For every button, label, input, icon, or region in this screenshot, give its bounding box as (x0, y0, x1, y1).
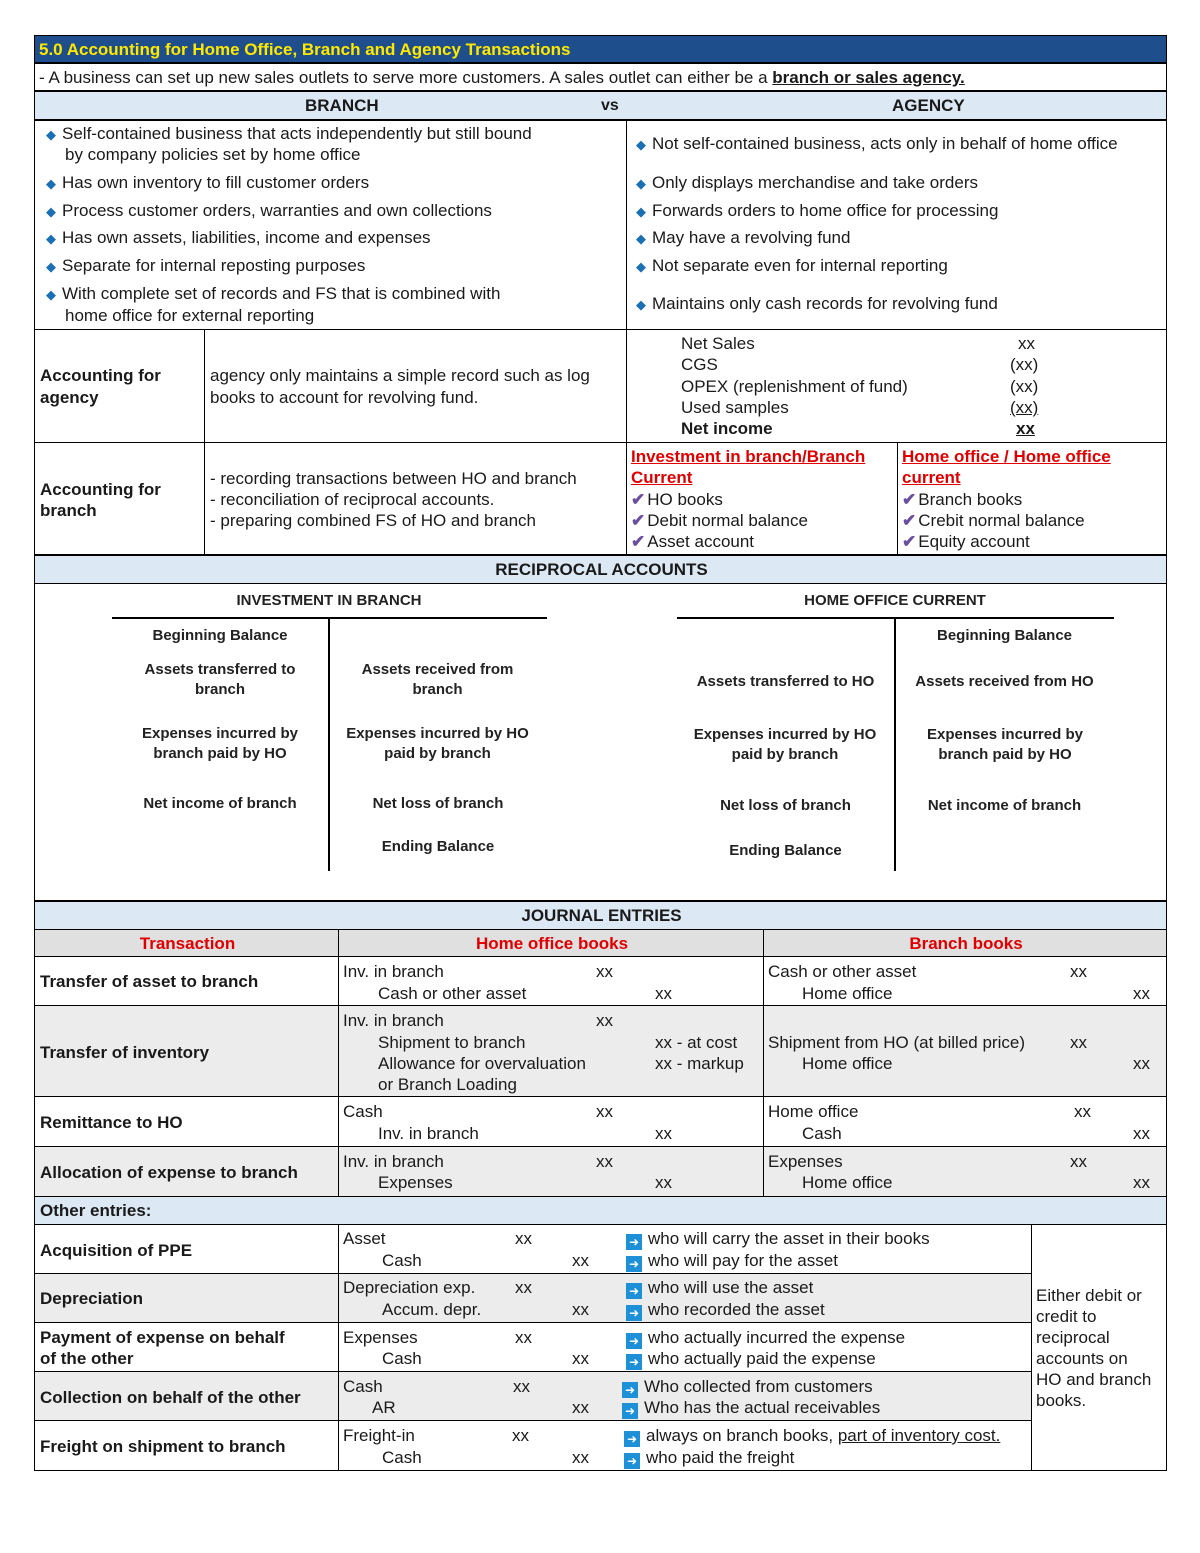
t-debit-item: Assets transferred to branch (144, 661, 296, 698)
transaction-name: Remittance to HO (40, 1113, 183, 1132)
diamond-bullet-icon: ◆ (636, 297, 646, 312)
branch-label-2: branch (40, 501, 97, 520)
agency-desc-2: books to account for revolving fund. (210, 388, 479, 407)
other-entry-name: Collection on behalf of the other (40, 1388, 301, 1407)
debit-account: Freight-in (343, 1426, 415, 1445)
side-note-line: reciprocal (1036, 1328, 1110, 1347)
branch-desc: - preparing combined FS of HO and branch (210, 511, 537, 530)
debit-account: Home office (768, 1102, 859, 1121)
vs-label: vs (601, 97, 619, 114)
net-income-label: Net income (681, 419, 773, 438)
col-header-branch: Branch books (763, 929, 1167, 957)
other-entry-name: Depreciation (40, 1289, 143, 1308)
branch-desc: - reconciliation of reciprocal accounts. (210, 490, 495, 509)
t-account-divider (894, 619, 896, 871)
other-note: ➜ who will use the asset (626, 1277, 813, 1299)
checkmark-icon: ✔ (902, 532, 917, 551)
credit-account: Cash (382, 1448, 422, 1467)
t-account-title-home-office: HOME OFFICE CURRENT (804, 592, 986, 609)
credit-amount: xx - markup (655, 1054, 744, 1073)
intro-row (34, 63, 1167, 91)
t-debit-item: Ending Balance (729, 842, 842, 859)
intro-text: - A business can set up new sales outlets to serve more customers. A sales outlet can either be a (39, 68, 773, 87)
investment-point: ✔ Debit normal balance (631, 511, 808, 530)
t-account-title-investment: INVESTMENT IN BRANCH (236, 592, 422, 609)
debit-amount: xx (515, 1328, 532, 1347)
t-credit-item: Net loss of branch (372, 795, 504, 812)
t-credit-item: Ending Balance (381, 838, 495, 855)
income-label: Net Sales (681, 334, 755, 353)
journal-header-label: JOURNAL ENTRIES (521, 906, 682, 925)
page-title-bar (34, 35, 1167, 63)
credit-amount: xx (655, 984, 672, 1003)
other-note: ➜ always on branch books, part of inventory cost. (624, 1425, 1000, 1447)
right-arrow-icon: ➜ (622, 1403, 638, 1419)
other-note: ➜ who will pay for the asset (626, 1250, 838, 1272)
diamond-bullet-icon: ◆ (46, 231, 56, 246)
other-entry-name: Freight on shipment to branch (40, 1437, 286, 1456)
branch-desc: - recording transactions between HO and branch (210, 469, 577, 488)
diamond-bullet-icon: ◆ (636, 137, 646, 152)
agency-point: ◆ Not self-contained business, acts only in behalf of home office (636, 134, 1118, 153)
other-entry-name: Payment of expense on behalf (40, 1328, 285, 1347)
compare-header (34, 91, 1167, 120)
credit-amount: xx (572, 1349, 589, 1368)
credit-amount: xx (572, 1251, 589, 1270)
branch-header: BRANCH (305, 96, 379, 115)
debit-account: Expenses (768, 1152, 843, 1171)
t-credit-item: Assets received from HO (915, 673, 1094, 690)
branch-point-cont: home office for external reporting (65, 306, 315, 325)
debit-account: Inv. in branch (343, 962, 444, 981)
diamond-bullet-icon: ◆ (46, 287, 56, 302)
branch-point: ◆ Has own assets, liabilities, income and expenses (46, 228, 431, 247)
debit-account: Expenses (343, 1328, 418, 1347)
credit-amount: xx (655, 1124, 672, 1143)
credit-amount: xx - at cost (655, 1033, 738, 1052)
t-credit-item: Expenses incurred by branch paid by HO (927, 726, 1083, 763)
other-note: ➜ who recorded the asset (626, 1299, 825, 1321)
credit-account: Cash or other asset (378, 984, 527, 1003)
branch-label-1: Accounting for (40, 480, 161, 499)
credit-amount: xx (655, 1173, 672, 1192)
investment-point: ✔ Asset account (631, 532, 755, 551)
credit-amount: xx (1133, 984, 1150, 1003)
other-note-underlined: part of inventory cost. (837, 1426, 1001, 1445)
debit-amount: xx (596, 962, 613, 981)
branch-point: ◆ With complete set of records and FS that is combined with (46, 284, 501, 303)
other-note: ➜ who will carry the asset in their books (626, 1228, 930, 1250)
diamond-bullet-icon: ◆ (46, 176, 56, 191)
checkmark-icon: ✔ (631, 511, 646, 530)
credit-account: AR (372, 1398, 396, 1417)
diamond-bullet-icon: ◆ (46, 127, 56, 142)
credit-account: Cash (382, 1251, 422, 1270)
reciprocal-header (34, 555, 1167, 584)
diamond-bullet-icon: ◆ (636, 204, 646, 219)
right-arrow-icon: ➜ (624, 1453, 640, 1469)
agency-label-2: agency (40, 388, 99, 407)
agency-desc-1: agency only maintains a simple record such as log (210, 366, 590, 385)
side-note-line: Either debit or (1036, 1286, 1142, 1305)
debit-amount: xx (596, 1152, 613, 1171)
agency-desc-cell (204, 329, 627, 443)
credit-account: Cash (802, 1124, 842, 1143)
right-arrow-icon: ➜ (622, 1382, 638, 1398)
branch-point: ◆ Separate for internal reposting purposes (46, 256, 366, 275)
t-credit-item: Net income of branch (927, 797, 1082, 814)
credit-account: Expenses (378, 1173, 453, 1192)
credit-amount: xx (572, 1398, 589, 1417)
reciprocal-header-label: RECIPROCAL ACCOUNTS (495, 560, 708, 579)
right-arrow-icon: ➜ (626, 1333, 642, 1349)
debit-account: Inv. in branch (343, 1152, 444, 1171)
diamond-bullet-icon: ◆ (636, 176, 646, 191)
transaction-name: Transfer of asset to branch (40, 972, 259, 991)
credit-account: Shipment to branch (378, 1033, 526, 1052)
debit-amount: xx (1074, 1102, 1091, 1121)
debit-amount: xx (512, 1426, 529, 1445)
t-debit-item: Expenses incurred by HO paid by branch (693, 726, 877, 763)
side-note-line: credit to (1036, 1307, 1097, 1326)
other-entry-name: of the other (40, 1349, 134, 1368)
investment-point: ✔ HO books (631, 490, 723, 509)
right-arrow-icon: ➜ (624, 1431, 640, 1447)
right-arrow-icon: ➜ (626, 1283, 642, 1299)
side-note-line: accounts on (1036, 1349, 1128, 1368)
t-account-divider (328, 619, 330, 871)
debit-account: Cash or other asset (768, 962, 917, 981)
debit-amount: xx (513, 1377, 530, 1396)
income-amount: (xx) (1010, 398, 1039, 417)
credit-amount: xx (572, 1448, 589, 1467)
credit-amount: xx (1133, 1054, 1150, 1073)
other-note: ➜ Who collected from customers (622, 1376, 873, 1398)
agency-point: ◆ Not separate even for internal reporting (636, 256, 948, 275)
checkmark-icon: ✔ (631, 490, 646, 509)
checkmark-icon: ✔ (902, 490, 917, 509)
investment-title-2: Current (631, 468, 693, 487)
agency-header: AGENCY (892, 96, 965, 115)
t-credit-item: Beginning Balance (936, 627, 1073, 644)
side-note-line: HO and branch (1036, 1370, 1152, 1389)
debit-account: Cash (343, 1377, 383, 1396)
diamond-bullet-icon: ◆ (636, 259, 646, 274)
agency-label-1: Accounting for (40, 366, 161, 385)
other-note: ➜ who paid the freight (624, 1447, 794, 1469)
ho-point: ✔ Equity account (902, 532, 1030, 551)
side-note-line: books. (1036, 1391, 1087, 1410)
credit-account: Home office (802, 1173, 893, 1192)
t-credit-item: Assets received from branch (361, 661, 514, 698)
right-arrow-icon: ➜ (626, 1256, 642, 1272)
credit-account: Allowance for overvaluation (378, 1054, 586, 1073)
ho-title-2: current (902, 468, 961, 487)
t-debit-item: Beginning Balance (152, 627, 288, 644)
debit-account: Inv. in branch (343, 1011, 444, 1030)
agency-point: ◆ Forwards orders to home office for processing (636, 201, 999, 220)
agency-point: ◆ Only displays merchandise and take orders (636, 173, 978, 192)
col-header-transaction: Transaction (34, 929, 339, 957)
right-arrow-icon: ➜ (626, 1305, 642, 1321)
diamond-bullet-icon: ◆ (46, 204, 56, 219)
checkmark-icon: ✔ (631, 532, 646, 551)
other-entries-label: Other entries: (40, 1201, 152, 1220)
debit-amount: xx (1070, 962, 1087, 981)
debit-account: Asset (343, 1229, 386, 1248)
other-note: ➜ who actually paid the expense (626, 1348, 876, 1370)
investment-title-1: Investment in branch/Branch (631, 447, 866, 466)
other-entry-name: Acquisition of PPE (40, 1241, 193, 1260)
right-arrow-icon: ➜ (626, 1354, 642, 1370)
debit-account: Shipment from HO (at billed price) (768, 1033, 1025, 1052)
debit-amount: xx (1070, 1152, 1087, 1171)
t-debit-item: Net income of branch (143, 795, 297, 812)
agency-point: ◆ Maintains only cash records for revolving fund (636, 294, 998, 313)
debit-amount: xx (596, 1011, 613, 1030)
debit-amount: xx (515, 1229, 532, 1248)
credit-account: Accum. depr. (382, 1300, 482, 1319)
debit-amount: xx (515, 1278, 532, 1297)
other-entries-header (34, 1196, 1167, 1225)
intro-emphasis: branch or sales agency. (772, 68, 965, 87)
debit-account: Cash (343, 1102, 383, 1121)
branch-point-cont: by company policies set by home office (65, 145, 361, 164)
debit-amount: xx (1070, 1033, 1087, 1052)
credit-account: Home office (802, 984, 893, 1003)
other-note: ➜ Who has the actual receivables (622, 1397, 880, 1419)
t-debit-item: Net loss of branch (720, 797, 851, 814)
agency-point: ◆ May have a revolving fund (636, 228, 851, 247)
ho-point: ✔ Crebit normal balance (902, 511, 1085, 530)
income-amount: (xx) (1010, 355, 1039, 374)
net-income-amount: xx (1016, 419, 1035, 438)
diamond-bullet-icon: ◆ (636, 231, 646, 246)
transaction-name: Allocation of expense to branch (40, 1163, 298, 1182)
other-note: ➜ who actually incurred the expense (626, 1327, 905, 1349)
ho-title-1: Home office / Home office (902, 447, 1111, 466)
ho-point: ✔ Branch books (902, 490, 1023, 509)
t-credit-item: Expenses incurred by HO paid by branch (346, 725, 529, 762)
income-label: CGS (681, 355, 718, 374)
credit-account: or Branch Loading (378, 1075, 517, 1094)
credit-account: Inv. in branch (378, 1124, 479, 1143)
income-amount: (xx) (1010, 377, 1039, 396)
debit-amount: xx (596, 1102, 613, 1121)
credit-account: Home office (802, 1054, 893, 1073)
col-header-home-office: Home office books (338, 929, 764, 957)
debit-account: Depreciation exp. (343, 1278, 476, 1297)
journal-header (34, 901, 1167, 930)
credit-amount: xx (1133, 1173, 1150, 1192)
income-label: OPEX (replenishment of fund) (681, 377, 908, 396)
credit-account: Cash (382, 1349, 422, 1368)
branch-point: ◆ Has own inventory to fill customer orders (46, 173, 370, 192)
diamond-bullet-icon: ◆ (46, 259, 56, 274)
branch-point: ◆ Process customer orders, warranties and own collections (46, 201, 492, 220)
t-debit-item: Assets transferred to HO (696, 673, 875, 690)
credit-amount: xx (572, 1300, 589, 1319)
branch-point: ◆ Self-contained business that acts independently but still bound (46, 124, 532, 143)
transaction-name: Transfer of inventory (40, 1043, 210, 1062)
income-label: Used samples (681, 398, 789, 417)
credit-amount: xx (1133, 1124, 1150, 1143)
t-debit-item: Expenses incurred by branch paid by HO (142, 725, 298, 762)
checkmark-icon: ✔ (902, 511, 917, 530)
right-arrow-icon: ➜ (626, 1234, 642, 1250)
agency-label-cell (34, 329, 205, 443)
income-amount: xx (1018, 334, 1035, 353)
page-title: 5.0 Accounting for Home Office, Branch and Agency Transactions (39, 40, 571, 59)
